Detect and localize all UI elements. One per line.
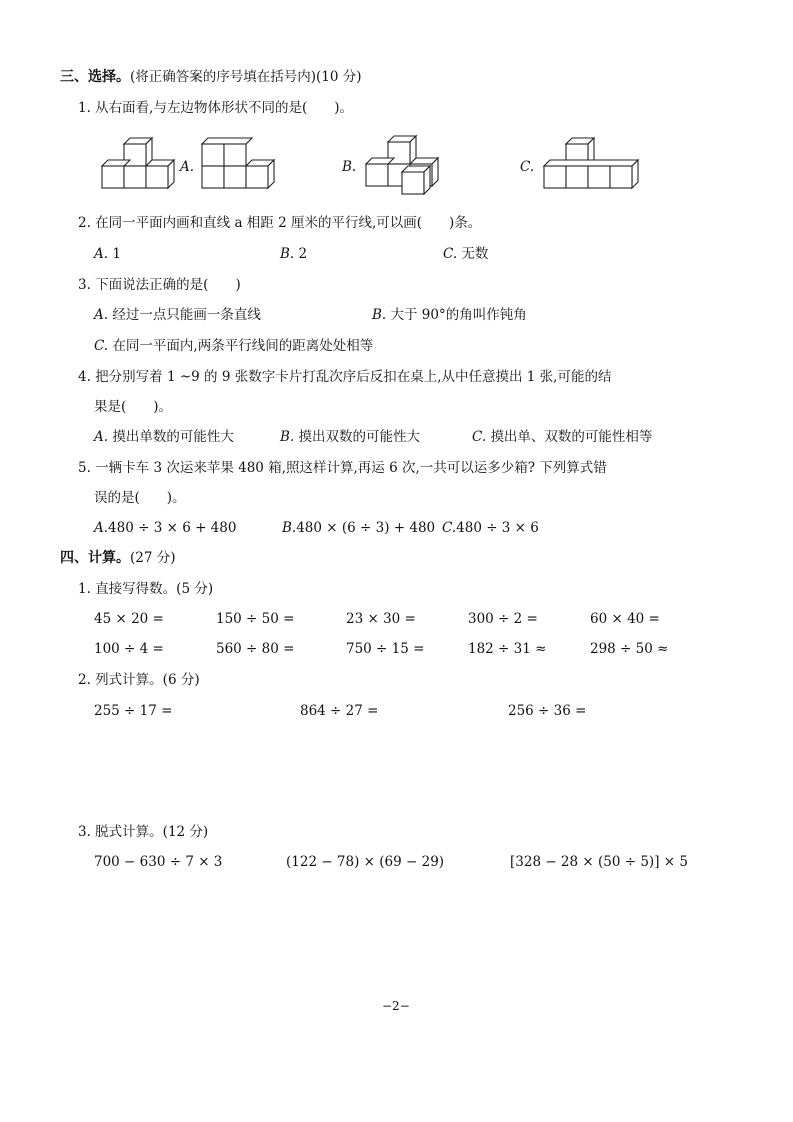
reference-cube-figure xyxy=(100,136,178,192)
question-5-line-2: 误的是( )。 xyxy=(94,490,186,506)
option-a-cube-figure xyxy=(200,134,278,192)
calc-2-title: 2. 列式计算。(6 分) xyxy=(78,672,200,688)
question-2: 2. 在同一平面内画和直线 a 相距 2 厘米的平行线,可以画( )条。 xyxy=(78,215,482,231)
section-3-title: 三、选择。 xyxy=(60,69,130,85)
q3-option-a: A. 经过一点只能画一条直线 xyxy=(94,307,261,323)
q2-option-b: B. 2 xyxy=(280,246,308,262)
oral-calc-item: 60 × 40 = xyxy=(590,611,660,627)
q4-option-c: C. 摸出单、双数的可能性相等 xyxy=(472,429,653,445)
q1-option-b-label: B. xyxy=(342,159,357,175)
q5-option-a: A.480 ÷ 3 × 6 + 480 xyxy=(94,520,237,536)
page-number: −2− xyxy=(382,999,410,1013)
option-c-cube-figure xyxy=(542,134,642,192)
oral-calc-item: 23 × 30 = xyxy=(346,611,416,627)
q2-option-a: A. 1 xyxy=(94,246,121,262)
column-calc-item: 255 ÷ 17 = xyxy=(94,703,173,719)
q4-option-a: A. 摸出单数的可能性大 xyxy=(94,429,234,445)
q1-option-a-label: A. xyxy=(180,159,195,175)
oral-calc-item: 750 ÷ 15 = xyxy=(346,641,425,657)
oral-calc-item: 560 ÷ 80 = xyxy=(216,641,295,657)
question-4-line-2: 果是( )。 xyxy=(94,399,173,415)
section-4-heading xyxy=(60,549,176,567)
stepwise-calc-item: [328 − 28 × (50 ÷ 5)] × 5 xyxy=(510,854,688,870)
stepwise-calc-item: 700 − 630 ÷ 7 × 3 xyxy=(94,854,223,870)
calc-1-title: 1. 直接写得数。(5 分) xyxy=(78,581,214,597)
question-1: 1. 从右面看,与左边物体形状不同的是( )。 xyxy=(78,100,353,116)
column-calc-item: 864 ÷ 27 = xyxy=(300,703,379,719)
question-5-line-1: 5. 一辆卡车 3 次运来苹果 480 箱,照这样计算,再运 6 次,一共可以运多少箱? 下列算式错 xyxy=(78,460,607,476)
q5-option-b: B.480 × (6 ÷ 3) + 480 xyxy=(282,520,436,536)
calc-3-title: 3. 脱式计算。(12 分) xyxy=(78,824,209,840)
option-b-cube-figure xyxy=(364,134,442,196)
oral-calc-item: 150 ÷ 50 = xyxy=(216,611,295,627)
section-4-title: 四、计算。 xyxy=(60,550,130,566)
section-3-heading xyxy=(60,68,362,86)
q5-option-c: C.480 ÷ 3 × 6 xyxy=(442,520,539,536)
question-3: 3. 下面说法正确的是( ) xyxy=(78,277,241,293)
section-3-note: (将正确答案的序号填在括号内)(10 分) xyxy=(130,69,362,85)
q1-option-c-label: C. xyxy=(520,159,535,175)
q4-option-b: B. 摸出双数的可能性大 xyxy=(280,429,421,445)
q2-option-c: C. 无数 xyxy=(443,246,489,262)
q3-option-c: C. 在同一平面内,两条平行线间的距离处处相等 xyxy=(94,338,374,354)
oral-calc-item: 300 ÷ 2 = xyxy=(468,611,538,627)
oral-calc-item: 100 ÷ 4 = xyxy=(94,641,164,657)
stepwise-calc-item: (122 − 78) × (69 − 29) xyxy=(286,854,445,870)
column-calc-item: 256 ÷ 36 = xyxy=(508,703,587,719)
section-4-note: (27 分) xyxy=(130,550,176,566)
oral-calc-item: 182 ÷ 31 ≈ xyxy=(468,641,547,657)
question-4-line-1: 4. 把分别写着 1 ~9 的 9 张数字卡片打乱次序后反扣在桌上,从中任意摸出 1 张,可能的结 xyxy=(78,369,612,385)
oral-calc-item: 298 ÷ 50 ≈ xyxy=(590,641,669,657)
q3-option-b: B. 大于 90°的角叫作钝角 xyxy=(372,307,527,323)
oral-calc-item: 45 × 20 = xyxy=(94,611,164,627)
